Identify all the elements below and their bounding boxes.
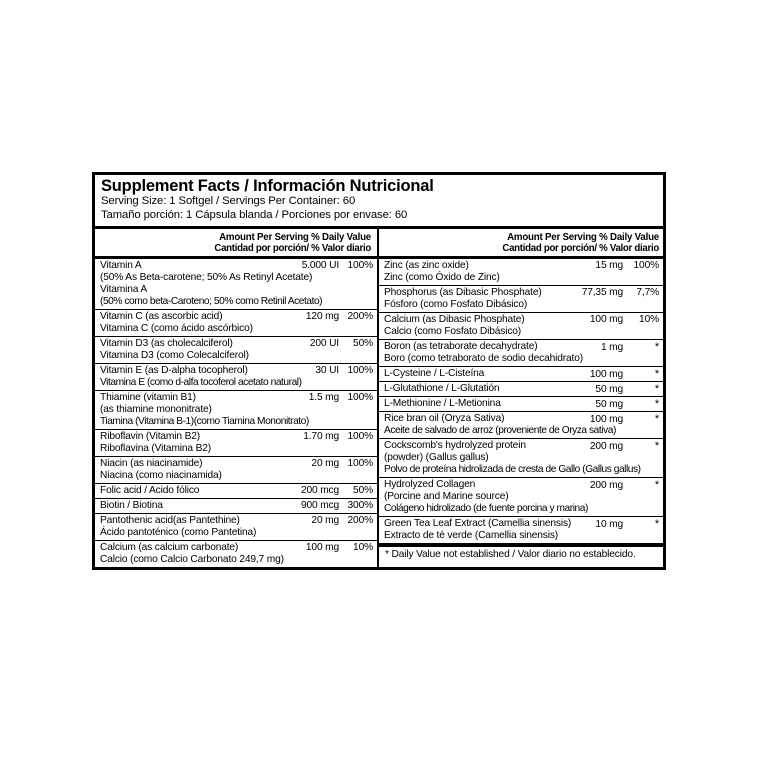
nutrient-values bbox=[310, 338, 373, 350]
nutrient-row bbox=[379, 340, 663, 367]
nutrient-name-line: Vitamina E (como d-alfa tocoferol acetato natural) bbox=[100, 376, 302, 388]
nutrient-values bbox=[302, 260, 373, 272]
nutrient-values bbox=[311, 515, 373, 527]
nutrient-amount: 77,35 mg bbox=[581, 286, 623, 298]
nutrient-name-line: Vitamin C (as ascorbic acid) bbox=[100, 310, 223, 322]
nutrient-values bbox=[595, 398, 659, 411]
nutrient-daily-value: 300% bbox=[347, 500, 373, 512]
nutrient-values bbox=[301, 485, 373, 497]
nutrient-amount: 30 UI bbox=[315, 364, 339, 376]
nutrient-name-line: Vitamin E (as D-alpha tocopherol) bbox=[100, 364, 248, 376]
nutrient-name-line: Thiamine (vitamin B1) bbox=[100, 391, 196, 403]
nutrient-row bbox=[95, 484, 377, 499]
nutrient-amount: 100 mg bbox=[589, 313, 623, 325]
nutrient-row bbox=[379, 517, 663, 544]
nutrient-amount: 200 mcg bbox=[300, 485, 339, 497]
nutrient-row bbox=[379, 397, 663, 412]
nutrient-values bbox=[309, 392, 373, 404]
nutrient-daily-value: 50% bbox=[353, 337, 373, 349]
serving-size-english: Serving Size: 1 Softgel / Servings Per Container: 60 bbox=[101, 195, 356, 208]
nutrient-name-line: Calcium (as calcium carbonate) bbox=[100, 542, 239, 554]
nutrient-row bbox=[95, 337, 377, 364]
nutrient-name-line: (as thiamine mononitrate) bbox=[100, 404, 212, 415]
nutrient-name-line: Calcio (como Fosfato Dibásico) bbox=[384, 325, 522, 337]
nutrient-name-line: Polvo de proteína hidrolizada de cresta de Gallo (Gallus gallus) bbox=[384, 464, 641, 476]
page-title: Supplement Facts / Información Nutricional bbox=[101, 177, 434, 195]
nutrient-daily-value: 100% bbox=[347, 364, 373, 376]
nutrient-amount: 200 UI bbox=[309, 337, 339, 349]
nutrient-values bbox=[595, 518, 659, 531]
nutrient-values bbox=[590, 368, 659, 381]
nutrient-row bbox=[95, 259, 377, 310]
nutrient-daily-value: 200% bbox=[347, 515, 373, 527]
nutrient-row bbox=[95, 457, 377, 484]
column-header-left-line2: Cantidad por porción/ % Valor diario bbox=[214, 242, 371, 254]
nutrient-name-line: L-Methionine / L-Metionina bbox=[384, 397, 501, 409]
nutrient-amount: 100 mg bbox=[305, 542, 339, 554]
nutrient-daily-value: * bbox=[654, 518, 659, 531]
nutrient-row bbox=[379, 367, 663, 382]
nutrient-values bbox=[315, 365, 373, 377]
nutrient-column-right bbox=[379, 259, 663, 568]
nutrient-name-line: Cockscomb's hydrolyzed protein bbox=[384, 440, 526, 452]
nutrient-daily-value: * bbox=[654, 367, 659, 380]
nutrient-name-line: Pantothenic acid(as Pantethine) bbox=[100, 515, 240, 527]
nutrient-name-line: Zinc (como Óxido de Zinc) bbox=[384, 271, 500, 283]
nutrient-row bbox=[379, 382, 663, 397]
nutrient-amount: 20 mg bbox=[311, 458, 339, 470]
nutrient-amount: 1.70 mg bbox=[303, 431, 339, 443]
nutrient-daily-value: 100% bbox=[347, 458, 373, 470]
nutrient-row bbox=[379, 478, 663, 517]
nutrient-amount: 900 mcg bbox=[300, 500, 339, 512]
column-header-right-line1: Amount Per Serving % Daily Value bbox=[507, 231, 659, 243]
serving-size-spanish: Tamaño porción: 1 Cápsula blanda / Porciones por envase: 60 bbox=[101, 209, 408, 222]
nutrient-values bbox=[590, 479, 659, 492]
nutrient-amount: 200 mg bbox=[589, 480, 623, 492]
nutrient-row bbox=[95, 430, 377, 457]
column-header-left bbox=[95, 229, 379, 256]
nutrient-values bbox=[590, 440, 659, 453]
daily-value-footnote: * Daily Value not established / Valor diario no establecido. bbox=[385, 549, 636, 561]
nutrient-name-line: Aceite de salvado de arroz (proveniente de Oryza sativa) bbox=[384, 425, 616, 437]
nutrient-daily-value: 100% bbox=[347, 431, 373, 443]
nutrient-values bbox=[601, 341, 659, 354]
nutrient-name-line: Vitamina C (como ácido ascórbico) bbox=[100, 322, 253, 334]
nutrient-row bbox=[379, 286, 663, 313]
nutrient-name-line: (50% como beta-Caroteno; 50% como Retinil Acetato) bbox=[100, 295, 323, 307]
nutrient-amount: 200 mg bbox=[589, 441, 623, 453]
nutrient-amount: 1 mg bbox=[600, 341, 623, 353]
nutrient-name-line: Hydrolyzed Collagen bbox=[384, 479, 476, 491]
nutrient-name-line: Vitamina A bbox=[100, 283, 148, 295]
nutrient-amount: 15 mg bbox=[595, 259, 623, 271]
nutrient-daily-value: * bbox=[654, 340, 659, 353]
nutrient-row bbox=[95, 514, 377, 541]
nutrient-row bbox=[95, 391, 377, 430]
nutrient-amount: 120 mg bbox=[305, 310, 339, 322]
nutrient-daily-value: 100% bbox=[633, 259, 659, 271]
nutrient-row bbox=[95, 541, 377, 567]
nutrient-daily-value: 200% bbox=[347, 310, 373, 322]
nutrient-values bbox=[595, 383, 659, 396]
nutrient-name-line: Vitamin D3 (as cholecalciferol) bbox=[100, 337, 233, 349]
supplement-facts-panel bbox=[92, 172, 666, 570]
nutrient-name-line: Boro (como tetraborato de sodio decahidrato) bbox=[384, 352, 583, 364]
nutrient-name-line: Boron (as tetraborate decahydrate) bbox=[384, 340, 538, 352]
nutrient-row bbox=[95, 310, 377, 337]
nutrient-name-line: Niacina (como niacinamida) bbox=[100, 470, 222, 482]
nutrient-daily-value: 100% bbox=[347, 259, 373, 271]
nutrient-name-line: L-Glutathione / L-Glutatión bbox=[384, 382, 500, 394]
nutrient-name-line: (50% As Beta-carotene; 50% As Retinyl Acetate) bbox=[100, 271, 313, 283]
nutrient-name-line: Vitamin A bbox=[100, 259, 142, 271]
nutrient-name-line: L-Cysteine / L-Cisteína bbox=[384, 367, 485, 379]
nutrient-values bbox=[301, 500, 373, 512]
nutrient-daily-value: 10% bbox=[353, 542, 373, 554]
nutrient-name-line: Vitamina D3 (como Colecalciferol) bbox=[100, 349, 249, 361]
nutrient-name-line: Colágeno hidrolizado (de fuente porcina y marina) bbox=[384, 503, 588, 515]
nutrient-name-line: Calcium (as Dibasic Phosphate) bbox=[384, 313, 525, 325]
nutrient-values bbox=[590, 314, 659, 326]
nutrient-name-line: Niacin (as niacinamide) bbox=[100, 458, 203, 470]
nutrient-name-line: Extracto de té verde (Camellia sinensis) bbox=[384, 530, 559, 542]
nutrient-name-line: Rice bran oil (Oryza Sativa) bbox=[384, 413, 505, 424]
nutrient-name-line: Tiamina (Vitamina B-1)(como Tiamina Mononitrato) bbox=[100, 416, 309, 428]
nutrient-amount: 100 mg bbox=[589, 414, 623, 425]
nutrient-amount: 50 mg bbox=[595, 383, 623, 395]
footnote-row bbox=[379, 544, 663, 563]
column-header-right bbox=[379, 229, 663, 256]
nutrient-amount: 100 mg bbox=[589, 368, 623, 380]
nutrient-name-line: (powder) (Gallus gallus) bbox=[384, 452, 489, 464]
nutrient-name-line: Ácido pantoténico (como Pantetina) bbox=[100, 527, 257, 539]
nutrient-daily-value: 100% bbox=[347, 391, 373, 403]
nutrient-values bbox=[306, 311, 373, 323]
nutrient-row bbox=[95, 499, 377, 514]
nutrient-daily-value: 50% bbox=[353, 485, 373, 497]
nutrient-name-line: Fósforo (como Fosfato Dibásico) bbox=[384, 298, 528, 310]
nutrient-values bbox=[582, 287, 659, 299]
label-title-block bbox=[95, 175, 663, 229]
nutrient-daily-value: 10% bbox=[639, 313, 659, 325]
nutrient-name-line: Riboflavin (Vitamin B2) bbox=[100, 431, 200, 443]
nutrient-amount: 5.000 UI bbox=[301, 259, 339, 271]
nutrient-values bbox=[311, 458, 373, 470]
nutrient-name-line: (Porcine and Marine source) bbox=[384, 491, 509, 503]
nutrient-daily-value: * bbox=[654, 479, 659, 492]
nutrient-daily-value: * bbox=[654, 440, 659, 453]
nutrient-values bbox=[590, 413, 659, 426]
nutrient-daily-value: * bbox=[654, 382, 659, 395]
nutrient-daily-value: 7,7% bbox=[636, 286, 659, 298]
nutrient-row bbox=[95, 364, 377, 391]
nutrient-name-line: Biotin / Biotina bbox=[100, 500, 163, 512]
nutrient-amount: 50 mg bbox=[595, 398, 623, 410]
column-header-left-line1: Amount Per Serving % Daily Value bbox=[219, 231, 371, 243]
nutrient-daily-value: * bbox=[654, 397, 659, 410]
nutrient-name-line: Calcio (como Calcio Carbonato 249,7 mg) bbox=[100, 554, 284, 566]
nutrient-daily-value: * bbox=[654, 413, 659, 425]
nutrient-name-line: Folic acid / Acido fólico bbox=[100, 485, 200, 497]
nutrient-values bbox=[303, 431, 373, 443]
nutrient-amount: 10 mg bbox=[595, 519, 623, 531]
nutrient-row bbox=[379, 439, 663, 478]
nutrient-row bbox=[379, 259, 663, 286]
nutrient-column-left bbox=[95, 259, 379, 568]
nutrient-values bbox=[306, 542, 373, 554]
column-header-right-line2: Cantidad por porción/ % Valor diario bbox=[502, 242, 659, 254]
nutrient-name-line: Green Tea Leaf Extract (Camellia sinensis) bbox=[384, 518, 572, 530]
nutrient-name-line: Phosphorus (as Dibasic Phosphate) bbox=[384, 286, 542, 298]
nutrient-row bbox=[379, 313, 663, 340]
nutrient-amount: 20 mg bbox=[311, 515, 339, 527]
nutrient-name-line: Zinc (as zinc oxide) bbox=[384, 259, 469, 271]
nutrient-table bbox=[95, 259, 663, 568]
nutrient-row bbox=[379, 412, 663, 439]
nutrient-amount: 1.5 mg bbox=[308, 391, 339, 403]
nutrient-name-line: Riboflavina (Vitamina B2) bbox=[100, 443, 212, 455]
column-headers bbox=[95, 229, 663, 259]
nutrient-values bbox=[595, 260, 659, 272]
